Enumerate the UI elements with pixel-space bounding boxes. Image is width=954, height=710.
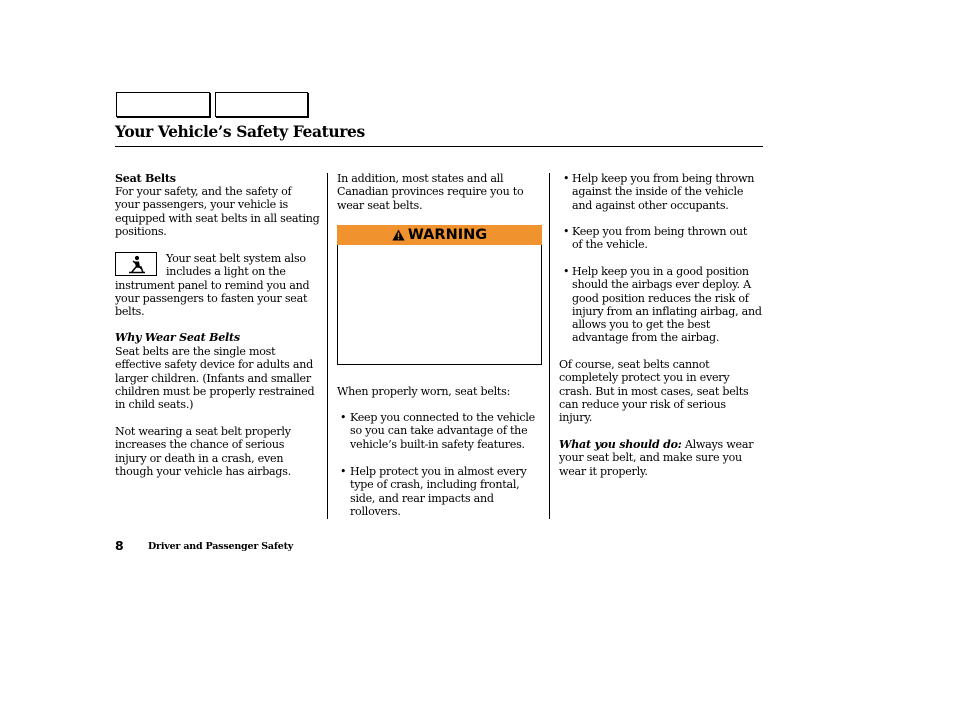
text-line: includes a light on the [166, 265, 286, 279]
seat-belt-icon-graphic [116, 253, 156, 275]
title-rule [115, 146, 763, 147]
text-line: and against other occupants. [572, 198, 729, 212]
text-line: injury from an inflating airbag, and [572, 304, 762, 318]
list-item [572, 172, 754, 212]
text-line: effective safety device for adults and [115, 358, 313, 372]
text-line: children must be properly restrained [115, 384, 315, 398]
list-item [350, 411, 535, 451]
text-line: belts. [115, 305, 145, 319]
properly-worn-intro: When properly worn, seat belts: [337, 385, 511, 398]
text-line: wear seat belts. [337, 198, 423, 212]
text-line: positions. [115, 224, 167, 238]
text-line: though your vehicle has airbags. [115, 464, 291, 478]
text-line: In addition, most states and all [337, 172, 504, 185]
what-you-should-do-label: What you should do: [559, 438, 682, 451]
text-line: vehicle’s built-in safety features. [350, 437, 525, 451]
text-line: good position reduces the risk of [572, 291, 749, 305]
text-line: should the airbags ever deploy. A [572, 278, 751, 292]
text-line: instrument panel to remind you and [115, 278, 310, 292]
text-line: injury. [559, 411, 593, 425]
text-line: type of crash, including frontal, [350, 478, 520, 492]
footer-section-label: Driver and Passenger Safety [148, 541, 294, 552]
text-line: wear it properly. [559, 464, 648, 478]
why-paragraph [115, 345, 314, 411]
bullet-marker: • [340, 465, 347, 478]
seat-belt-reminder-icon [115, 252, 157, 276]
text-line: your passengers to fasten your seat [115, 291, 308, 305]
text-line: Seat belts are the single most [115, 345, 276, 358]
text-line: so you can take advantage of the [350, 424, 528, 438]
text-line: Keep you connected to the vehicle [350, 411, 535, 424]
text-line: Help protect you in almost every [350, 465, 527, 478]
reminder-paragraph-lead [166, 252, 306, 279]
text-line: advantage from the airbag. [572, 331, 720, 345]
text-line: crash. But in most cases, seat belts [559, 384, 749, 398]
text-line: allows you to get the best [572, 318, 711, 332]
what-you-should-do-paragraph [559, 438, 753, 478]
legal-requirement-paragraph [337, 172, 523, 212]
text-line: larger children. (Infants and smaller [115, 371, 311, 385]
bullet-marker: • [563, 265, 570, 278]
text-line: your passengers, your vehicle is [115, 198, 288, 212]
column-divider-1 [327, 173, 328, 519]
text-line: your seat belt, and make sure you [559, 451, 742, 465]
list-item [572, 265, 762, 345]
text-line: equipped with seat belts in all seating [115, 211, 320, 225]
column-divider-2 [549, 173, 550, 519]
nav-tab-box-2[interactable] [215, 92, 308, 117]
subheading-why-wear: Why Wear Seat Belts [115, 331, 240, 344]
text-line: can reduce your risk of serious [559, 397, 726, 411]
bullet-marker: • [563, 225, 570, 238]
warning-header [337, 225, 542, 245]
page-number: 8 [115, 538, 124, 553]
text-line: Keep you from being thrown out [572, 225, 748, 238]
text-line: Your seat belt system also [166, 252, 306, 265]
text-line: against the inside of the vehicle [572, 185, 744, 199]
list-item [350, 465, 527, 518]
text-line: For your safety, and the safety of [115, 185, 292, 198]
text-line: in child seats.) [115, 398, 194, 412]
of-course-paragraph [559, 358, 748, 424]
text-line: side, and rear impacts and [350, 491, 494, 505]
warning-box [337, 245, 542, 365]
text-line [559, 438, 753, 451]
bullet-marker: • [563, 172, 570, 185]
text-line: completely protect you in every [559, 371, 730, 385]
text-fragment: Always wear [681, 438, 754, 451]
text-line: Canadian provinces require you to [337, 185, 524, 199]
text-line: increases the chance of serious [115, 438, 285, 452]
text-line: Not wearing a seat belt properly [115, 425, 291, 438]
text-line: injury or death in a crash, even [115, 451, 284, 465]
nav-tab-box-1[interactable] [116, 92, 210, 117]
list-item [572, 225, 747, 252]
not-wearing-paragraph [115, 425, 291, 478]
text-line: rollovers. [350, 504, 401, 518]
text-line: Help keep you in a good position [572, 265, 749, 278]
reminder-paragraph [115, 279, 309, 319]
text-line: Of course, seat belts cannot [559, 358, 710, 371]
warning-label: WARNING [407, 227, 488, 243]
bullet-marker: • [340, 411, 347, 424]
section-heading-seat-belts: Seat Belts [115, 172, 176, 185]
page-title: Your Vehicle’s Safety Features [115, 122, 365, 141]
text-line: of the vehicle. [572, 238, 648, 252]
warning-triangle-icon [392, 229, 405, 241]
text-line: Help keep you from being thrown [572, 172, 755, 185]
intro-paragraph [115, 185, 320, 238]
